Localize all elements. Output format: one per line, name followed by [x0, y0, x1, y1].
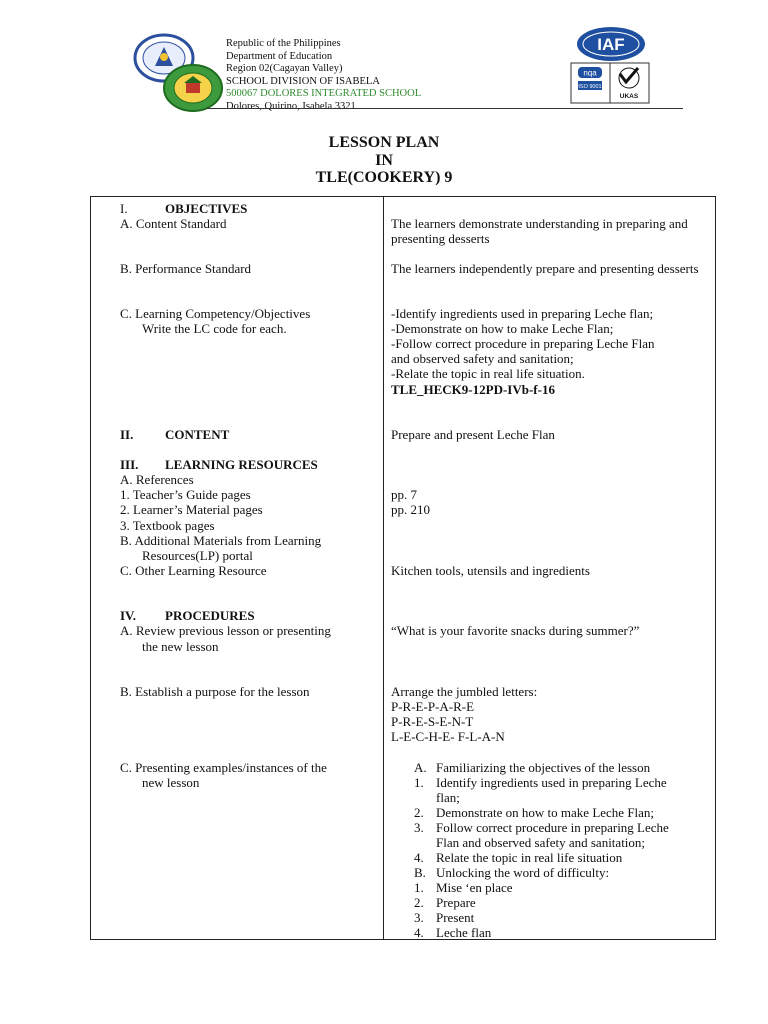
header-divider	[207, 108, 683, 109]
school-address-block	[226, 38, 421, 114]
page-title-line: IN	[375, 152, 393, 169]
list-item: flan;	[436, 790, 460, 805]
list-marker: A.	[414, 760, 427, 775]
school-name: 500067 DOLORES INTEGRATED SCHOOL	[226, 88, 422, 100]
list-marker: B.	[414, 865, 426, 880]
additional-materials-label: B. Additional Materials from Learning	[120, 533, 322, 548]
objective-item: -Follow correct procedure in preparing Leche Flan	[391, 336, 655, 351]
additional-materials-sublabel: Resources(LP) portal	[142, 548, 253, 563]
address-line: SCHOOL DIVISION OF ISABELA	[226, 75, 380, 87]
performance-standard-value: The learners independently prepare and presenting desserts	[391, 261, 699, 276]
section-number: III.	[120, 457, 139, 472]
learners-material-value: pp. 210	[391, 502, 430, 517]
iso-certification-icon	[570, 62, 650, 104]
list-marker: 2.	[414, 895, 424, 910]
address-line: Dolores, Quirino, Isabela 3321	[226, 100, 356, 112]
content-standard-value: The learners demonstrate understanding in preparing and presenting desserts	[391, 216, 688, 247]
lc-code: TLE_HECK9-12PD-IVb-f-16	[391, 382, 555, 397]
purpose-item: L-E-C-H-E- F-L-A-N	[391, 729, 505, 744]
iaf-logo-icon	[576, 26, 646, 62]
objective-item: -Demonstrate on how to make Leche Flan;	[391, 321, 614, 336]
textbook-pages-label: 3. Textbook pages	[120, 518, 215, 533]
list-marker: 1.	[414, 880, 424, 895]
purpose-label: B. Establish a purpose for the lesson	[120, 684, 310, 699]
address-line: Department of Education	[226, 50, 333, 62]
list-marker: 3.	[414, 910, 424, 925]
list-item: Follow correct procedure in preparing Leche	[436, 820, 669, 835]
learning-competency-label: C. Learning Competency/Objectives	[120, 306, 311, 321]
address-line: Republic of the Philippines	[226, 38, 341, 49]
cert-label-iso: ISO 9001	[578, 84, 602, 90]
teachers-guide-value: pp. 7	[391, 487, 417, 502]
purpose-item: Arrange the jumbled letters:	[391, 684, 538, 699]
learners-material-label: 2. Learner’s Material pages	[120, 502, 263, 517]
content-standard-label: A. Content Standard	[120, 216, 227, 231]
section-heading-objectives: OBJECTIVES	[165, 201, 248, 216]
list-item: Familiarizing the objectives of the lesson	[436, 760, 651, 775]
cert-label-ukas: UKAS	[619, 93, 639, 100]
list-marker: 2.	[414, 805, 424, 820]
references-label: A. References	[120, 472, 194, 487]
performance-standard-label: B. Performance Standard	[120, 261, 252, 276]
learning-competency-sublabel: Write the LC code for each.	[142, 321, 287, 336]
school-seal-icon	[162, 63, 224, 113]
list-item: Mise ‘en place	[436, 880, 513, 895]
list-item: Demonstrate on how to make Leche Flan;	[436, 805, 655, 820]
page-subtitle: TLE(COOKERY) 9	[315, 169, 453, 186]
list-item: Unlocking the word of difficulty:	[436, 865, 610, 880]
section-heading-content: CONTENT	[165, 427, 230, 442]
teachers-guide-label: 1. Teacher’s Guide pages	[120, 487, 251, 502]
section-heading-resources: LEARNING RESOURCES	[165, 457, 318, 472]
objective-item: -Relate the topic in real life situation.	[391, 366, 585, 381]
presenting-examples-label: C. Presenting examples/instances of the	[120, 760, 327, 775]
list-marker: 4.	[414, 925, 424, 940]
other-resource-label: C. Other Learning Resource	[120, 563, 267, 578]
page-title: LESSON PLAN	[328, 134, 440, 151]
review-lesson-value: “What is your favorite snacks during summer?”	[391, 623, 640, 638]
list-item: Identify ingredients used in preparing Leche	[436, 775, 667, 790]
review-lesson-sublabel: the new lesson	[142, 639, 219, 654]
purpose-item: P-R-E-P-A-R-E	[391, 699, 475, 714]
address-line: Region 02(Cagayan Valley)	[226, 63, 343, 75]
list-item: Flan and observed safety and sanitation;	[436, 835, 646, 850]
list-item: Present	[436, 910, 475, 925]
cert-label-nqa: nqa	[583, 68, 597, 78]
list-item: Leche flan	[436, 925, 492, 940]
other-resource-value: Kitchen tools, utensils and ingredients	[391, 563, 590, 578]
list-marker: 4.	[414, 850, 424, 865]
iaf-logo-text: IAF	[597, 35, 625, 54]
presenting-examples-sublabel: new lesson	[142, 775, 200, 790]
content-value: Prepare and present Leche Flan	[391, 427, 555, 442]
list-item: Prepare	[436, 895, 476, 910]
objective-item: and observed safety and sanitation;	[391, 351, 574, 366]
section-heading-procedures: PROCEDURES	[165, 608, 255, 623]
objective-item: -Identify ingredients used in preparing Leche flan;	[391, 306, 654, 321]
purpose-item: P-R-E-S-E-N-T	[391, 714, 474, 729]
list-item: Relate the topic in real life situation	[436, 850, 623, 865]
review-lesson-label: A. Review previous lesson or presenting	[120, 623, 331, 638]
table-column-divider	[383, 196, 384, 940]
list-marker: 1.	[414, 775, 424, 790]
list-marker: 3.	[414, 820, 424, 835]
section-number: II.	[120, 427, 134, 442]
section-number: IV.	[120, 608, 137, 623]
section-number: I.	[120, 201, 128, 216]
